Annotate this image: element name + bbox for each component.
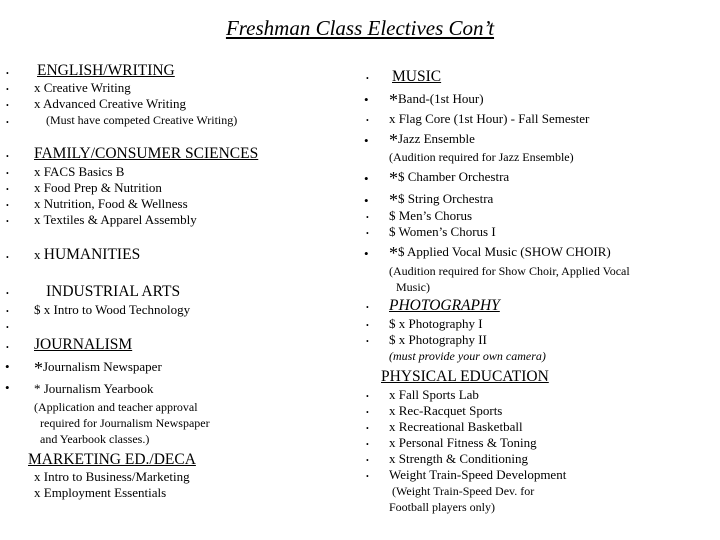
bullet: • [6,343,9,352]
page-title: Freshman Class Electives Con’t [225,16,495,40]
journalism-note: (Application and teacher approval [34,400,198,414]
music-band: Band-(1st Hour) [398,91,484,106]
journalism-newspaper: Journalism Newspaper [43,359,162,374]
list-item: x Fall Sports Lab [389,387,479,402]
list-item: $ Men’s Chorus [389,208,473,223]
list-item: $ x Photography II [389,332,487,347]
bullet: • [364,246,369,261]
list-item [389,130,475,151]
list-item: $ Women’s Chorus I [389,224,496,239]
bullet: • [6,307,9,316]
pe-heading: PHYSICAL EDUCATION [381,368,549,385]
journalism-note: and Yearbook classes.) [40,432,150,446]
bullet: • [6,289,9,298]
list-item: x Strength & Conditioning [389,451,529,466]
bullet: • [6,101,9,110]
humanities-line [34,246,140,264]
list-item: x Intro to Business/Marketing [34,469,190,484]
list-item: x Employment Essentials [34,485,167,500]
music-chamber: $ Chamber Orchestra [398,169,510,184]
bullet: • [6,118,9,127]
bullet: • [5,359,10,374]
asterisk: * [389,90,398,110]
marketing-heading: MARKETING ED./DECA [28,451,196,468]
bullet: • [364,92,369,107]
bullet: • [6,185,9,194]
bullet: • [6,201,9,210]
bullet: • [366,116,369,125]
facs-heading: FAMILY/CONSUMER SCIENCES [34,145,259,162]
bullet: • [364,171,369,186]
english-note: (Must have competed Creative Writing) [46,113,238,127]
list-item: x Rec-Racquet Sports [389,403,503,418]
list-item: x FACS Basics B [34,164,125,179]
asterisk: * [389,130,398,150]
list-item: * Journalism Yearbook [34,381,154,396]
journalism-heading: JOURNALISM [34,336,133,353]
bullet: • [6,69,9,78]
industrial-heading: INDUSTRIAL ARTS [46,283,181,300]
list-item [389,168,509,189]
music-string: $ String Orchestra [398,191,494,206]
photography-heading: PHOTOGRAPHY [389,297,500,314]
bullet: • [6,85,9,94]
list-item [389,243,611,264]
jazz-note: (Audition required for Jazz Ensemble) [389,150,574,164]
bullet: • [6,323,9,332]
bullet: • [366,213,369,222]
bullet: • [6,217,9,226]
list-item: x Textiles & Apparel Assembly [34,212,197,227]
list-item: $ x Intro to Wood Technology [34,302,191,317]
vocal-note: (Audition required for Show Choir, Applied Vocal [389,264,630,278]
english-heading: ENGLISH/WRITING [37,62,175,79]
music-heading: MUSIC [392,68,442,85]
list-item [389,90,484,111]
bullet: • [366,337,369,346]
list-item: x Food Prep & Nutrition [34,180,162,195]
bullet: • [366,456,369,465]
bullet: • [366,229,369,238]
list-item: x Recreational Basketball [389,419,523,434]
music-vocal: $ Applied Vocal Music (SHOW CHOIR) [398,244,611,259]
bullet: • [364,193,369,208]
pe-note: Football players only) [389,500,495,514]
bullet: • [6,169,9,178]
bullet: • [366,472,369,481]
bullet: • [366,321,369,330]
bullet: • [6,253,9,262]
asterisk: * [389,243,398,263]
bullet: • [366,440,369,449]
list-item: $ x Photography I [389,316,483,331]
bullet: • [364,133,369,148]
vocal-note: Music) [396,280,430,294]
bullet: • [366,424,369,433]
bullet: • [366,392,369,401]
list-item: x Creative Writing [34,80,131,95]
list-item: x Flag Core (1st Hour) - Fall Semester [389,111,590,126]
music-jazz: Jazz Ensemble [398,131,475,146]
journalism-note: required for Journalism Newspaper [40,416,210,430]
list-item: x Advanced Creative Writing [34,96,186,111]
bullet: • [366,74,369,83]
humanities-prefix: x [34,247,44,262]
bullet: • [366,408,369,417]
list-item: Weight Train-Speed Development [389,467,567,482]
photography-note: (must provide your own camera) [389,349,546,363]
pe-note: (Weight Train-Speed Dev. for [392,484,535,498]
list-item: x Nutrition, Food & Wellness [34,196,188,211]
asterisk: * [389,168,398,188]
list-item [34,358,162,379]
list-item: x Personal Fitness & Toning [389,435,537,450]
bullet: • [366,303,369,312]
bullet: • [6,152,9,161]
asterisk: * [34,358,43,378]
asterisk: * [389,190,398,210]
humanities-heading: HUMANITIES [43,246,141,263]
bullet: • [5,380,10,395]
